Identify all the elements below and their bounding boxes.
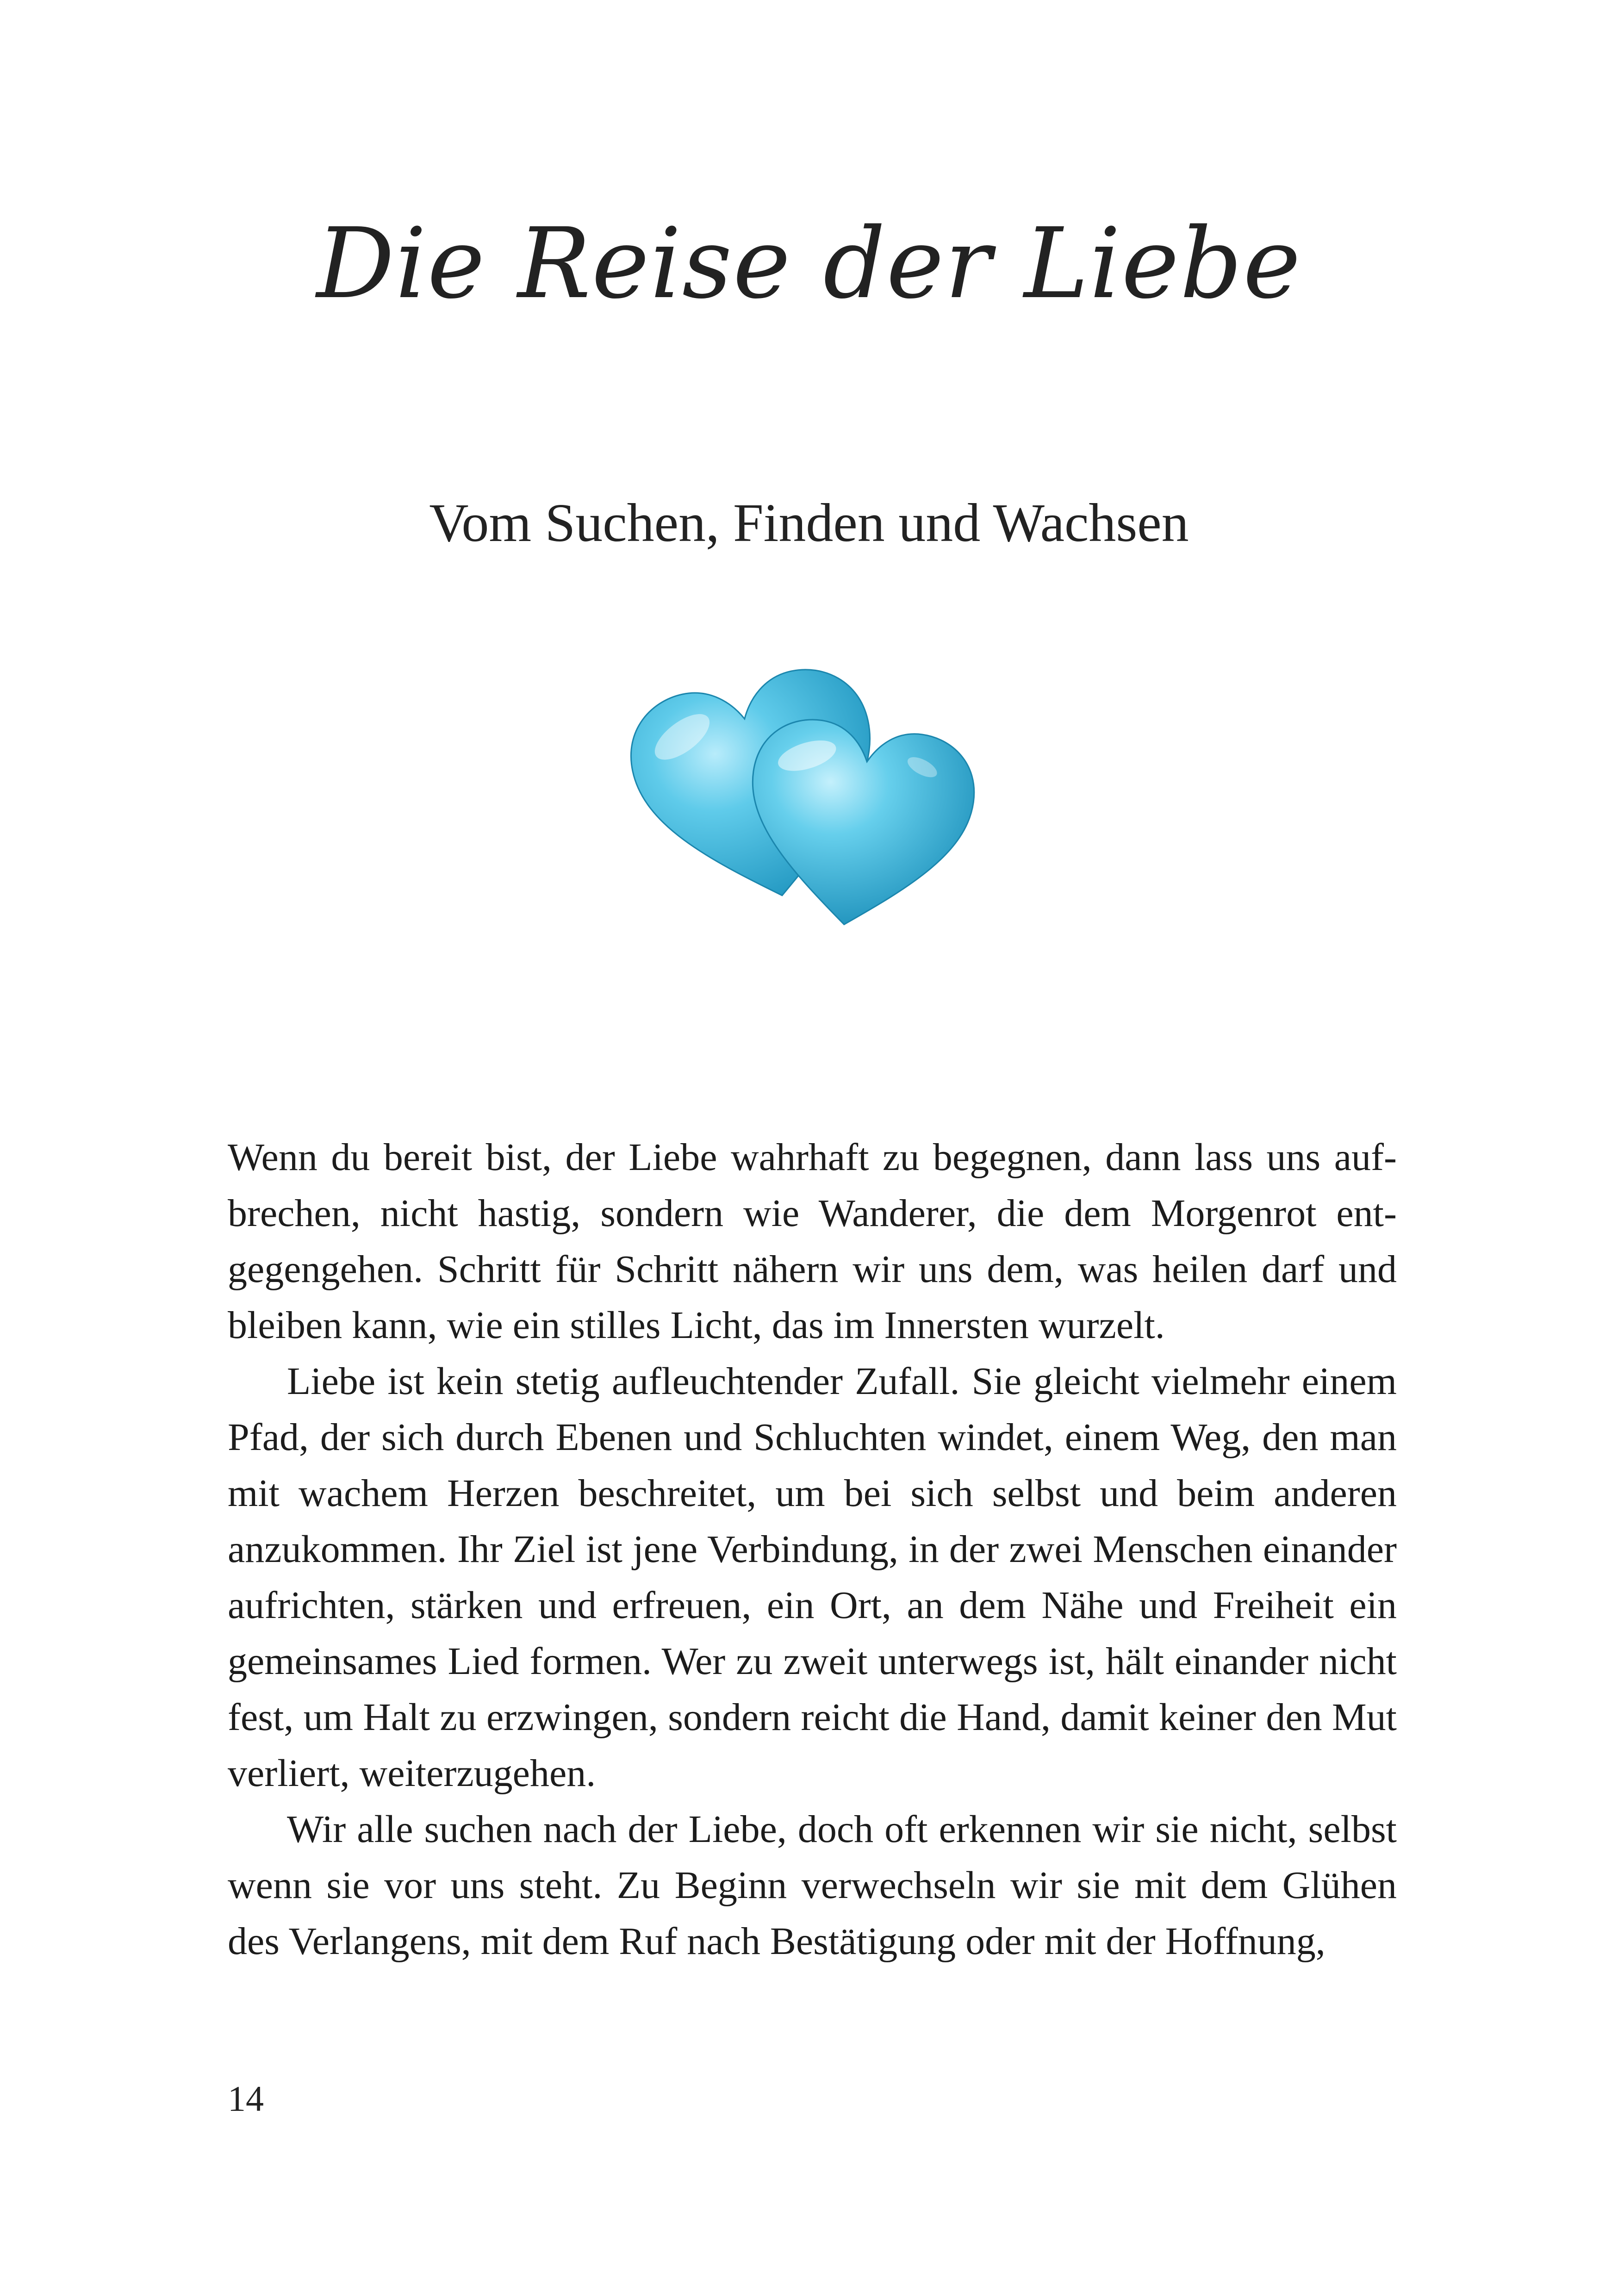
page-title: Die Reise der Liebe	[316, 207, 1302, 320]
body-text	[228, 1129, 1397, 1969]
paragraph: Wenn du bereit bist, der Liebe wahrhaft zu begegnen, dann lass uns aufbrechen, nicht hastig, sondern wie Wanderer, die dem Morgenrot entgegengehen. Schritt für Schritt nähern wir uns dem, was heilen darf und bleiben kann, wie ein stilles Licht, das im Innersten wurzelt.	[228, 1136, 1397, 1347]
paragraph: Wir alle suchen nach der Liebe, doch oft erkennen wir sie nicht, selbst wenn sie vor uns steht. Zu Beginn verwechseln wir sie mit dem Glühen des Verlangens, mit dem Ruf nach Bestätigung oder mit der Hoffnung,	[228, 1808, 1397, 1963]
page-number: 14	[228, 2078, 264, 2119]
page-subtitle: Vom Suchen, Finden und Wachsen	[429, 492, 1189, 553]
right-heart-icon	[734, 712, 982, 935]
paragraph: Liebe ist kein stetig aufleuchtender Zufall. Sie gleicht vielmehr einem Pfad, der sich durch Ebenen und Schluchten windet, einem Weg, den man mit wachem Herzen beschreitet, um bei sich selbst und beim anderen anzukommen. Ihr Ziel ist jene Verbindung, in der zwei Menschen einander aufrichten, stärken und erfreuen, ein Ort, an dem Nähe und Freiheit ein gemeinsames Lied formen. Wer zu zweit unterwegs ist, hält einander nicht fest, um Halt zu erzwingen, sondern reicht die Hand, damit keiner den Mut verliert, weiterzugehen.	[228, 1360, 1397, 1795]
two-hearts-icon	[620, 648, 1000, 935]
